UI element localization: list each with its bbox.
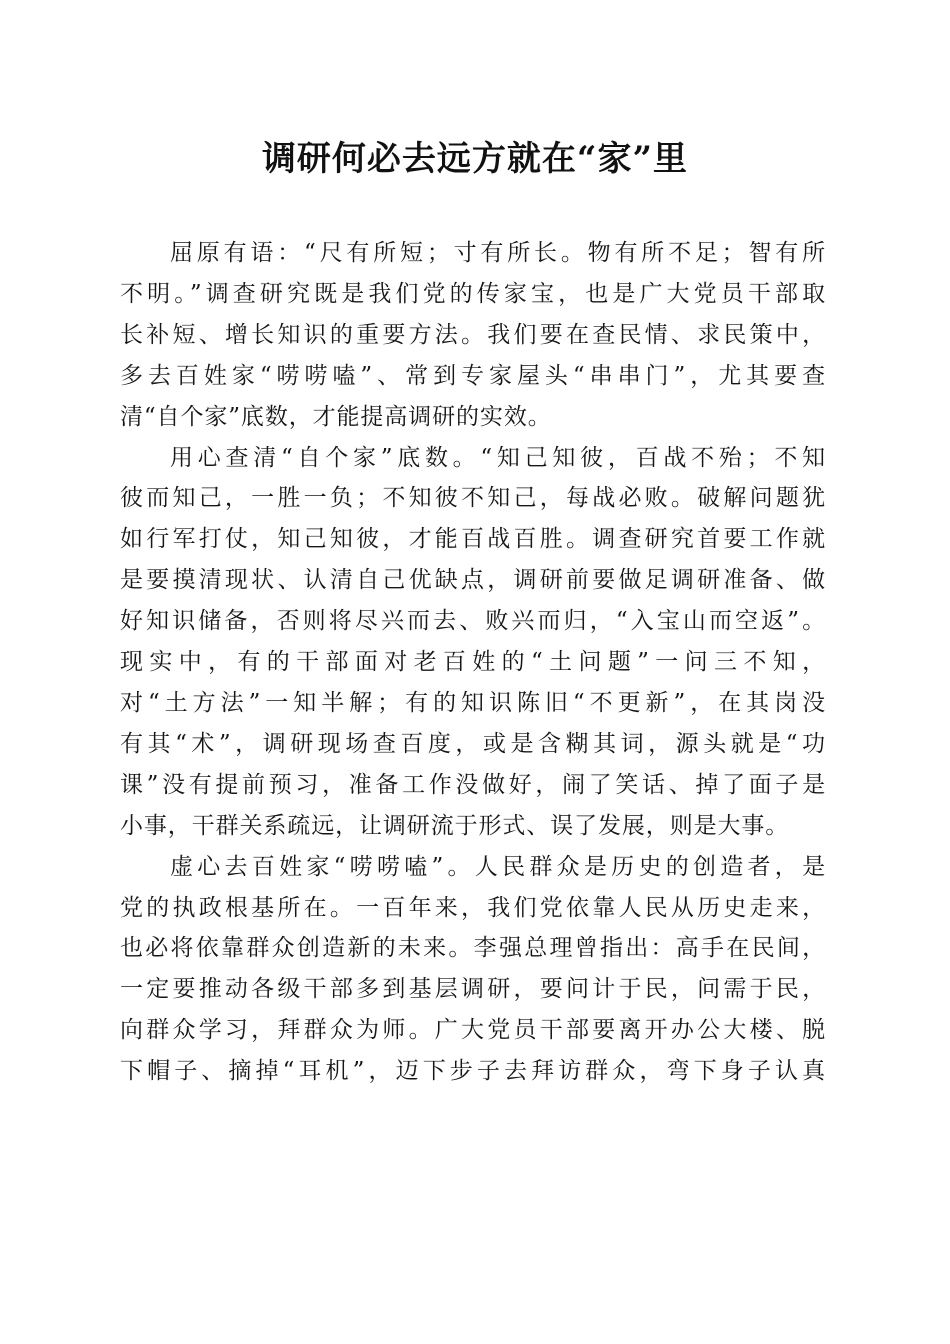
article-body [120, 233, 826, 1092]
page-title: 调研何必去远方就在“家”里 [261, 139, 689, 179]
text-line: 也必将依靠群众创造新的未来。李强总理曾指出：高手在民间， [120, 935, 826, 962]
text-line: 不明。”调查研究既是我们党的传家宝，也是广大党员干部取 [120, 280, 826, 307]
text-line: 是要摸清现状、认清自己优缺点，调研前要做足调研准备、做 [120, 567, 826, 594]
text-line: 一定要推动各级干部多到基层调研，要问计于民，问需于民， [120, 976, 826, 1003]
text-line: 如行军打仗，知己知彼，才能百战百胜。调查研究首要工作就 [120, 526, 826, 553]
paragraph-3 [120, 847, 826, 1092]
text-line: 有其“术”，调研现场查百度，或是含糊其词，源头就是“功 [120, 730, 826, 757]
text-line: 对“土方法”一知半解；有的知识陈旧“不更新”，在其岗没 [120, 689, 826, 716]
text-line: 长补短、增长知识的重要方法。我们要在查民情、求民策中， [120, 321, 826, 348]
text-line: 彼而知己，一胜一负；不知彼不知己，每战必败。破解问题犹 [120, 485, 826, 512]
paragraph-2 [120, 438, 826, 847]
text-line: 虚心去百姓家“唠唠嗑”。人民群众是历史的创造者，是 [170, 853, 826, 880]
text-line: 党的执政根基所在。一百年来，我们党依靠人民从历史走来， [120, 894, 826, 921]
text-line: 小事，干群关系疏远，让调研流于形式、误了发展，则是大事。 [120, 812, 790, 839]
text-line: 下帽子、摘掉“耳机”，迈下步子去拜访群众，弯下身子认真 [120, 1058, 826, 1085]
paragraph-1 [120, 233, 826, 438]
text-line: 用心查清“自个家”底数。“知己知彼，百战不殆；不知 [170, 444, 826, 471]
text-line: 屈原有语：“尺有所短；寸有所长。物有所不足；智有所 [170, 240, 826, 266]
text-line: 清“自个家”底数，才能提高调研的实效。 [120, 403, 552, 430]
text-line: 多去百姓家“唠唠嗑”、常到专家屋头“串串门”，尤其要查 [120, 362, 826, 389]
text-line: 向群众学习，拜群众为师。广大党员干部要离开办公大楼、脱 [120, 1017, 826, 1044]
text-line: 课”没有提前预习，准备工作没做好，闹了笑话、掉了面子是 [120, 771, 826, 798]
text-line: 现实中，有的干部面对老百姓的“土问题”一问三不知， [120, 649, 826, 676]
text-line: 好知识储备，否则将尽兴而去、败兴而归，“入宝山而空返”。 [120, 608, 826, 635]
